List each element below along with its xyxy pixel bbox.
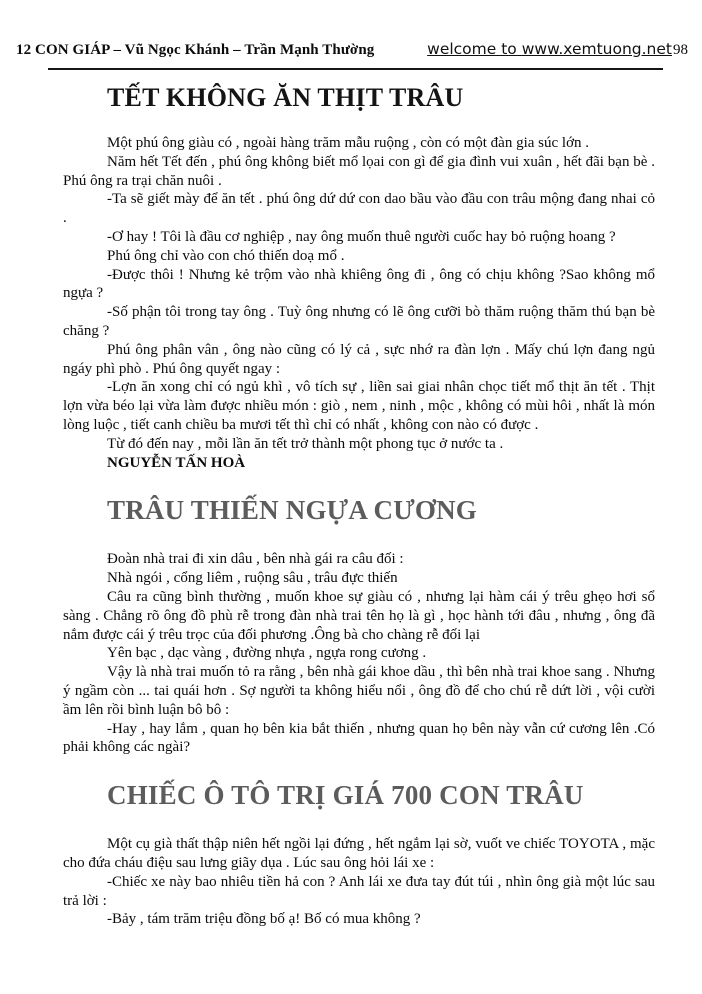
paragraph: Năm hết Tết đến , phú ông không biết mổ lọai con gì để gia đình vui xuân , hết đãi bạn bè . Phú ông ra trại chăn nuôi . — [63, 153, 655, 189]
paragraph: -Ơ hay ! Tôi là đầu cơ nghiệp , nay ông muốn thuê người cuốc hay bỏ ruộng hoang ? — [107, 228, 616, 245]
story-title-tet-khong-an-thit-trau: TẾT KHÔNG ĂN THỊT TRÂU — [107, 83, 464, 112]
paragraph: Một cụ già thất thập niên hết ngồi lại đứng , hết ngắm lại sờ, vuốt ve chiếc TOYOTA , mặc cho đứa cháu điệu sau lưng giãy dụa . Lúc sau ông hỏi lái xe : — [63, 836, 655, 871]
paragraph: -Được thôi ! Nhưng kẻ trộm vào nhà khiêng ông đi , ông có chịu không ?Sao không mổ ngựa ? — [63, 266, 655, 302]
story-title-chiec-o-to: CHIẾC Ô TÔ TRỊ GIÁ 700 CON TRÂU — [107, 780, 584, 811]
story-section-3 — [63, 780, 655, 929]
paragraph: Vậy là nhà trai muốn tỏ ra rằng , bên nhà gái khoe dầu , thì bên nhà trai khoe sang . Nhưng ý ngầm còn ... tai quái hơn . Sợ người ta không hiểu nổi , ông đồ để cho chú rễ dứt lời , vội cười ầm lên rồi bình luận bô bô : — [63, 664, 655, 718]
paragraph: Từ đó đến nay , mỗi lần ăn tết trở thành một phong tục ở nước ta . — [107, 435, 504, 452]
paragraph: Một phú ông giàu có , ngoài hàng trăm mẫu ruộng , còn có một đàn gia súc lớn . — [107, 135, 590, 151]
paragraph: Nhà ngói , cổng liêm , ruộng sâu , trâu đực thiến — [107, 570, 398, 587]
paragraph: Phú ông chỉ vào con chó thiến doạ mổ . — [107, 247, 345, 264]
paragraph: Phú ông phân vân , ông nào cũng có lý cả , sực nhớ ra đàn lợn . Mấy chú lợn đang ngủ ngáy phì phò . Phú ông quyết ngay : — [63, 341, 655, 377]
site-link[interactable]: welcome to www.xemtuong.net — [427, 40, 672, 58]
story-section-1 — [63, 83, 655, 472]
paragraph: -Hay , hay lắm , quan họ bên kia bắt thiến , nhưng quan họ bên này vẫn cứ cương lên .Có phải không các ngài? — [63, 720, 655, 756]
page-number: 98 — [673, 42, 688, 58]
paragraph: Câu ra cũng bình thường , muốn khoe sự giàu có , nhưng lại hàm cái ý trêu ghẹo hơi sổ sàng . Chẳng rõ ông đồ phù rễ trong đàn nhà trai tên họ là gì , học hành tới đâu , nhưng , ông đã nắm được cái ý trêu trọc của đối phương .Ông bà cho chàng rễ đối lại — [63, 588, 655, 643]
paragraph: -Bảy , tám trăm triệu đồng bố ạ! Bố có mua không ? — [107, 911, 421, 928]
page-content — [63, 83, 655, 929]
paragraph: -Chiếc xe này bao nhiêu tiền hả con ? Anh lái xe đưa tay đút túi , nhìn ông già một lúc sau trả lời : — [63, 873, 655, 909]
story-section-2 — [63, 495, 655, 757]
header-divider — [48, 68, 663, 70]
paragraph: -Ta sẽ giết mày để ăn tết . phú ông dứ dứ con dao bầu vào đầu con trâu mộng đang nhai cỏ . — [63, 191, 655, 227]
header-book-title: 12 CON GIÁP – Vũ Ngọc Khánh – Trần Mạnh Thường — [16, 42, 375, 58]
paragraph: Đoàn nhà trai đi xin dâu , bên nhà gái ra câu đối : — [107, 551, 404, 568]
story-title-trau-thien-ngua-cuong: TRÂU THIẾN NGỰA CƯƠNG — [107, 495, 477, 526]
page-header — [0, 40, 702, 59]
header-right — [427, 40, 688, 59]
paragraph: Yên bạc , dạc vàng , đường nhựa , ngựa rong cương . — [107, 645, 427, 662]
paragraph: -Số phận tôi trong tay ông . Tuỳ ông nhưng có lẽ ông cưỡi bò thăm ruộng thăm thú bạn bè chăng ? — [63, 304, 655, 339]
paragraph: -Lợn ăn xong chỉ có ngủ khì , vô tích sự , liền sai giai nhân chọc tiết mổ thịt ăn tết . Thịt lợn vừa béo lại vừa làm được nhiều món : giò , nem , ninh , mộc , không có mùi hôi , nhất là món lòng luộc , tiết canh chiều ba mươi tết thì chỉ có nhất , không con nào có được . — [63, 379, 655, 433]
author-name: NGUYỄN TẤN HOÀ — [107, 454, 246, 471]
